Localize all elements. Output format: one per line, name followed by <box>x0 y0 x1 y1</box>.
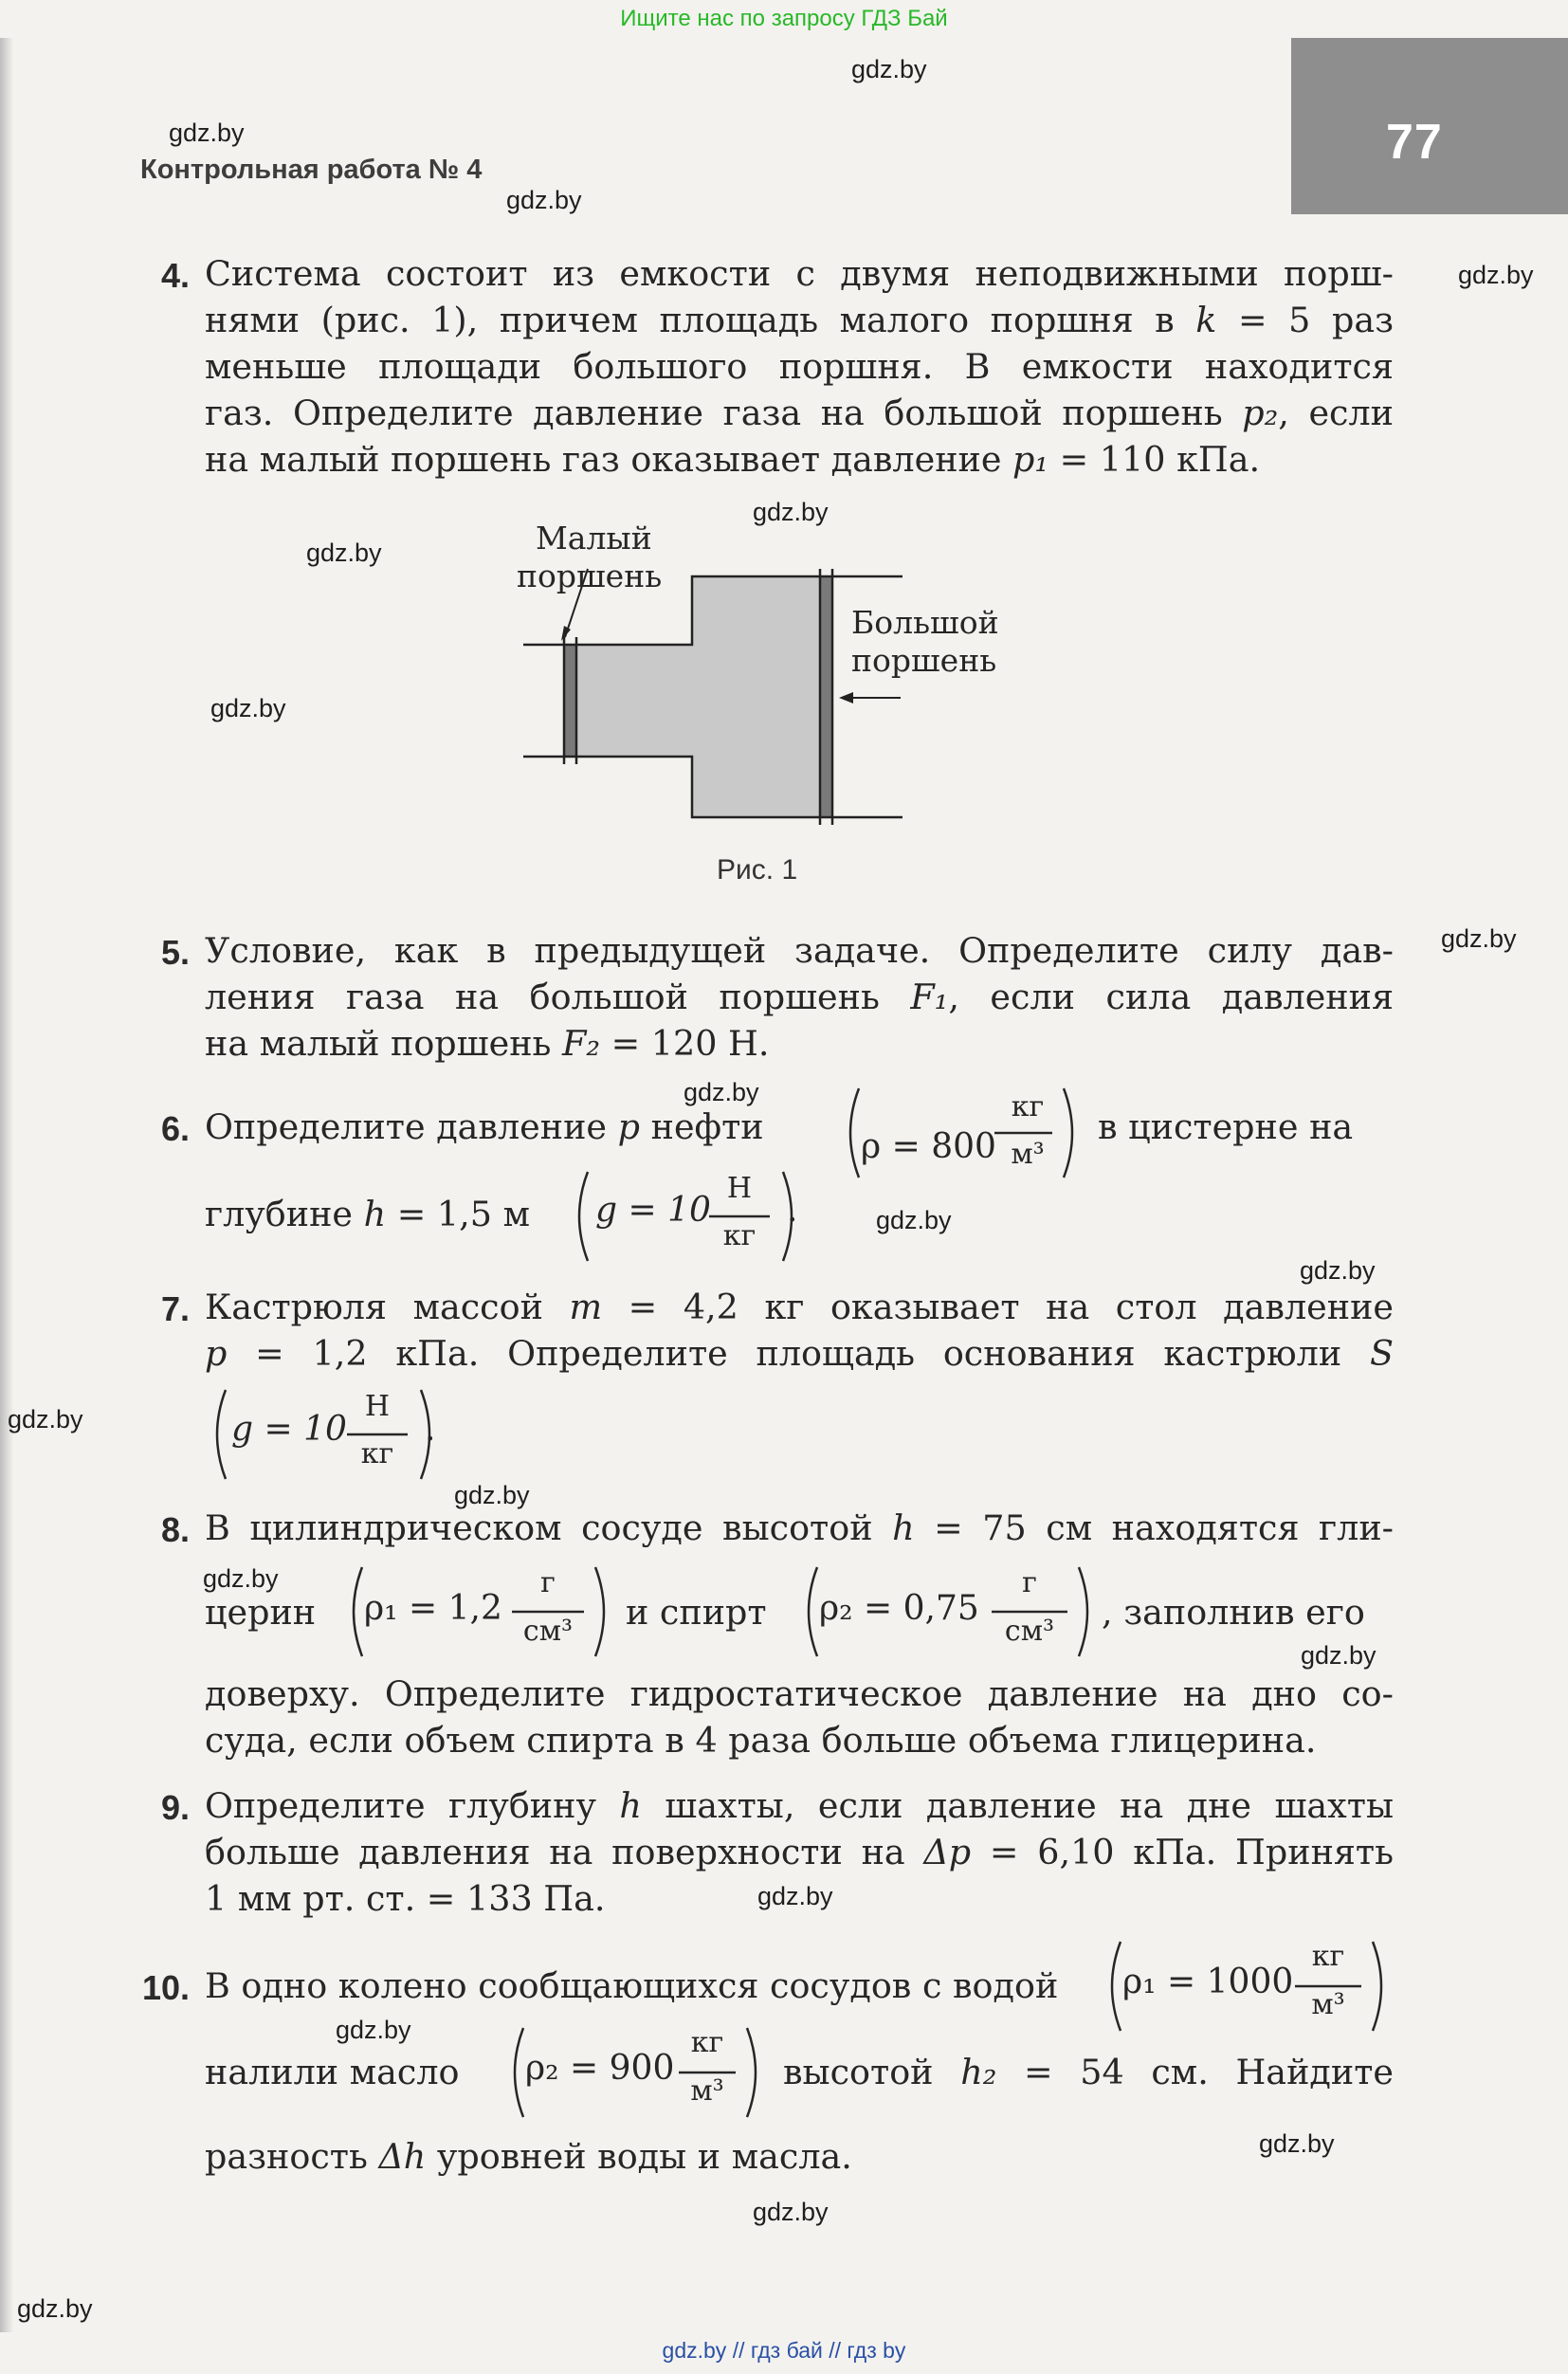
watermark: gdz.by <box>8 1405 83 1434</box>
watermark: gdz.by <box>876 1206 952 1234</box>
problem-9-text <box>205 1782 1394 1922</box>
rho1: ρ₁ = 1,2 <box>364 1589 502 1628</box>
watermark: gdz.by <box>1300 1256 1376 1285</box>
rho2: ρ₂ = 0,75 <box>819 1589 979 1628</box>
problem-number: 10. <box>141 1968 190 2007</box>
text-line: ления газа на большой поршень F₁, если сила давления <box>205 977 1394 1017</box>
text-line: нями (рис. 1), причем площадь малого поршня в k = 5 раз <box>205 300 1394 340</box>
page-title: Контрольная работа № 4 <box>140 155 483 185</box>
watermark: gdz.by <box>210 694 286 722</box>
rho1-den: см³ <box>522 1615 574 1648</box>
rho2-den: см³ <box>1004 1615 1055 1648</box>
problem-6-line-1: Определите давление p нефти <box>205 1106 764 1147</box>
text-line: на малый поршень F₂ = 120 Н. <box>205 1023 770 1064</box>
watermark: gdz.by <box>753 498 829 526</box>
problem-10-oil: налили масло <box>205 2052 460 2092</box>
vessel-shape <box>576 576 820 817</box>
page-edge <box>0 38 13 2332</box>
text-line: Кастрюля массой m = 4,2 кг оказывает на стол давление <box>205 1287 1394 1327</box>
search-banner[interactable]: Ищите нас по запросу ГДЗ Бай <box>620 6 948 31</box>
watermark: gdz.by <box>1441 924 1517 953</box>
rho-oil-den: м³ <box>1011 1138 1045 1171</box>
problem-8-fill: , заполнив его <box>1102 1592 1365 1633</box>
period: . <box>787 1191 798 1230</box>
text-line: суда, если объем спирта в 4 раза больше объема глицерина. <box>205 1720 1317 1761</box>
rho-oil-num: кг <box>1011 1090 1045 1123</box>
page-number: 77 <box>1386 115 1443 170</box>
problem-number: 9. <box>160 1788 190 1827</box>
text-line: меньше площади большого поршня. В емкости находится <box>205 346 1394 387</box>
problem-number: 6. <box>160 1109 190 1148</box>
problem-4-text <box>205 250 1394 483</box>
g-den: кг <box>360 1437 394 1470</box>
problem-number: 4. <box>160 256 190 295</box>
watermark: gdz.by <box>454 1481 530 1509</box>
problem-6-line-1-end: в цистерне на <box>1098 1106 1354 1147</box>
problem-8-text <box>205 1671 1394 1763</box>
g-den: кг <box>722 1219 757 1252</box>
big-piston-label-2: поршень <box>851 642 997 679</box>
watermark: gdz.by <box>17 2294 93 2323</box>
problem-10-line-1: В одно колено сообщающихся сосудов с водой <box>205 1965 1059 2006</box>
rho1-water-den: м³ <box>1311 1988 1345 2021</box>
text-line: Система состоит из емкости с двумя неподвижными порш- <box>205 253 1394 294</box>
problem-6-line-2: глубине h = 1,5 м <box>205 1194 530 1234</box>
watermark: gdz.by <box>169 119 245 147</box>
rho2-num: г <box>1022 1566 1037 1599</box>
problem-7-text <box>205 1284 1394 1377</box>
watermark: gdz.by <box>753 2198 829 2226</box>
period: . <box>425 1410 436 1449</box>
watermark: gdz.by <box>1301 1641 1377 1670</box>
problem-number: 8. <box>160 1510 190 1549</box>
g-value: g = 10 <box>595 1191 711 1230</box>
small-piston-label-1: Малый <box>536 520 652 557</box>
text-line: Условие, как в предыдущей задаче. Определите силу дав- <box>205 930 1394 971</box>
text-line: p = 1,2 кПа. Определите площадь основания кастрюли S <box>205 1333 1394 1374</box>
problem-number: 7. <box>160 1289 190 1328</box>
watermark: gdz.by <box>336 2016 411 2044</box>
footer-links[interactable]: gdz.by // гдз бай // гдз by <box>662 2338 906 2363</box>
text-line: газ. Определите давление газа на большой поршень p₂, если <box>205 393 1394 433</box>
big-piston-shape <box>820 576 832 817</box>
rho2-oil-den: м³ <box>690 2074 724 2108</box>
rho1-water-num: кг <box>1311 1940 1345 1973</box>
problem-8-glycerin: церин <box>205 1592 317 1633</box>
text-line: Определите глубину h шахты, если давление на дне шахты <box>205 1785 1394 1826</box>
watermark: gdz.by <box>306 539 382 567</box>
problem-10-line-3: разность Δh уровней воды и масла. <box>205 2136 852 2177</box>
text-line: 1 мм рт. ст. = 133 Па. <box>205 1878 606 1919</box>
g-num: Н <box>364 1390 391 1423</box>
rho-oil: ρ = 800 <box>861 1127 996 1166</box>
rho2-oil-num: кг <box>690 2026 724 2059</box>
watermark: gdz.by <box>1458 261 1534 289</box>
text-line: на малый поршень газ оказывает давление p₁ = 110 кПа. <box>205 439 1261 480</box>
watermark: gdz.by <box>684 1078 759 1106</box>
problem-8-alcohol: и спирт <box>626 1592 767 1633</box>
figure-caption: Рис. 1 <box>717 854 798 886</box>
small-piston-shape <box>564 645 576 757</box>
g-num: Н <box>726 1172 753 1205</box>
problem-5-text <box>205 927 1394 1067</box>
text-line: больше давления на поверхности на Δp = 6,10 кПа. Принять <box>205 1832 1394 1872</box>
problem-10-line-2-end: высотой h₂ = 54 см. Найдите <box>783 2052 1394 2092</box>
watermark: gdz.by <box>203 1564 279 1593</box>
rho2-oil: ρ₂ = 900 <box>525 2049 675 2088</box>
rho1-water: ρ₁ = 1000 <box>1122 1963 1294 2001</box>
problem-number: 5. <box>160 933 190 972</box>
watermark: gdz.by <box>506 186 582 214</box>
big-piston-label-1: Большой <box>851 604 999 641</box>
g-value: g = 10 <box>231 1410 347 1449</box>
watermark: gdz.by <box>1259 2129 1335 2158</box>
text-line: доверху. Определите гидростатическое давление на дно со- <box>205 1673 1394 1714</box>
watermark: gdz.by <box>851 55 927 83</box>
rho1-num: г <box>540 1566 556 1599</box>
small-piston-label-2: поршень <box>517 557 663 594</box>
watermark: gdz.by <box>757 1882 833 1910</box>
problem-8-line-1: В цилиндрическом сосуде высотой h = 75 см находятся гли- <box>205 1507 1395 1548</box>
